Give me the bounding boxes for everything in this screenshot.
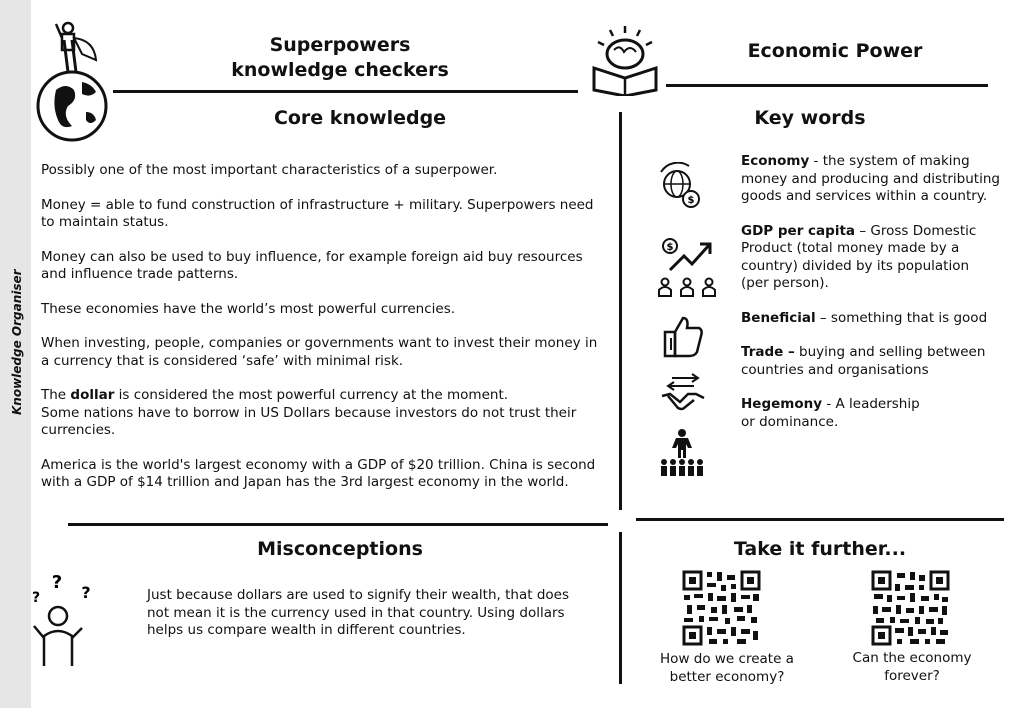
- svg-text:?: ?: [31, 590, 41, 606]
- core-paragraph: [41, 387, 601, 440]
- core-paragraph: When investing, people, companies or governments want to invest their money in a currency that is considered ‘safe’ with minimal risk.: [41, 335, 598, 369]
- core-paragraph: Possibly one of the most important characteristics of a superpower.: [41, 162, 498, 178]
- sidebar-label: Knowledge Organiser: [10, 269, 24, 415]
- leader-icon: [659, 428, 705, 480]
- vertical-divider: [619, 112, 622, 510]
- keyword-economy: [741, 153, 1001, 206]
- superhero-globe-icon: [34, 20, 112, 144]
- title-underline: [113, 90, 578, 93]
- page-title: [215, 33, 465, 83]
- vertical-divider-bottom: [619, 532, 622, 684]
- further-divider: [636, 518, 1004, 521]
- keyword-definition: buying and selling between countries and organisations: [741, 344, 986, 378]
- misconceptions-heading: Misconceptions: [257, 538, 423, 560]
- misconceptions-divider: [68, 523, 608, 526]
- keyword-term: Trade –: [741, 344, 795, 360]
- growth-people-icon: [656, 236, 718, 300]
- keyword-gdp-per-capita: [741, 223, 1001, 293]
- keyword-definition: – something that is good: [815, 309, 988, 326]
- bold-term: dollar: [70, 387, 115, 403]
- qr-2-caption: Can the economy forever?: [852, 650, 972, 684]
- keyword-definition: - A leadership or dominance.: [741, 396, 920, 430]
- core-knowledge-heading: Core knowledge: [273, 107, 447, 129]
- qr-1-caption: How do we create a better economy?: [660, 651, 794, 685]
- key-words-heading: Key words: [754, 107, 866, 129]
- keyword-term: Hegemony: [741, 396, 823, 412]
- keyword-term: Economy: [741, 153, 810, 169]
- text-fragment: Some nations have to borrow in US Dollars because investors do not trust their currencies.: [41, 404, 577, 438]
- sidebar: [0, 0, 31, 708]
- keyword-term: Beneficial: [741, 309, 816, 326]
- core-paragraph: Money = able to fund construction of infrastructure + military. Superpowers need to maintain status.: [41, 196, 594, 230]
- core-paragraph: Money can also be used to buy influence, for example foreign aid buy resources and influence trade patterns.: [41, 248, 583, 282]
- keyword-term: GDP per capita: [741, 222, 856, 239]
- keyword-definition: – Gross Domestic Product (total money made by a country) divided by its population (per person).: [741, 222, 977, 291]
- core-paragraph: These economies have the world’s most powerful currencies.: [41, 300, 456, 317]
- text-fragment: The: [41, 387, 71, 403]
- core-paragraph: America is the world's largest economy with a GDP of $20 trillion. China is second with a GDP of $14 trillion and Japan has the 3rd largest economy in the world.: [41, 456, 596, 490]
- qr-code-2[interactable]: [870, 569, 951, 647]
- misconceptions-text: Just because dollars are used to signify their wealth, that does not mean it is the currency used in that country. Using dollars helps us compare wealth in different countries.: [147, 587, 569, 638]
- keyword-trade: [741, 344, 1001, 379]
- take-it-further-heading: Take it further...: [733, 538, 907, 560]
- svg-text:$: $: [666, 242, 674, 253]
- brain-book-icon: [590, 24, 660, 96]
- keyword-hegemony: [741, 396, 931, 431]
- key-words-list: [741, 153, 1001, 448]
- keyword-beneficial: [741, 310, 1001, 328]
- svg-text:?: ?: [51, 572, 63, 593]
- title-line-1: Superpowers: [269, 34, 411, 56]
- topic-underline: [666, 84, 988, 87]
- confused-person-icon: [30, 572, 100, 668]
- svg-text:?: ?: [81, 583, 91, 602]
- topic-title: Economic Power: [747, 40, 923, 62]
- text-fragment: is considered the most powerful currency at the moment.: [114, 387, 509, 403]
- thumbs-up-icon: [661, 312, 703, 358]
- svg-text:$: $: [687, 195, 695, 206]
- globe-money-icon: [655, 162, 703, 210]
- keyword-definition: - the system of making money and producing and distributing goods and services within a country.: [741, 153, 1000, 204]
- handshake-icon: [660, 372, 706, 414]
- title-line-2: knowledge checkers: [231, 59, 449, 81]
- core-knowledge-text: [41, 162, 601, 509]
- qr-code-1[interactable]: [681, 569, 762, 647]
